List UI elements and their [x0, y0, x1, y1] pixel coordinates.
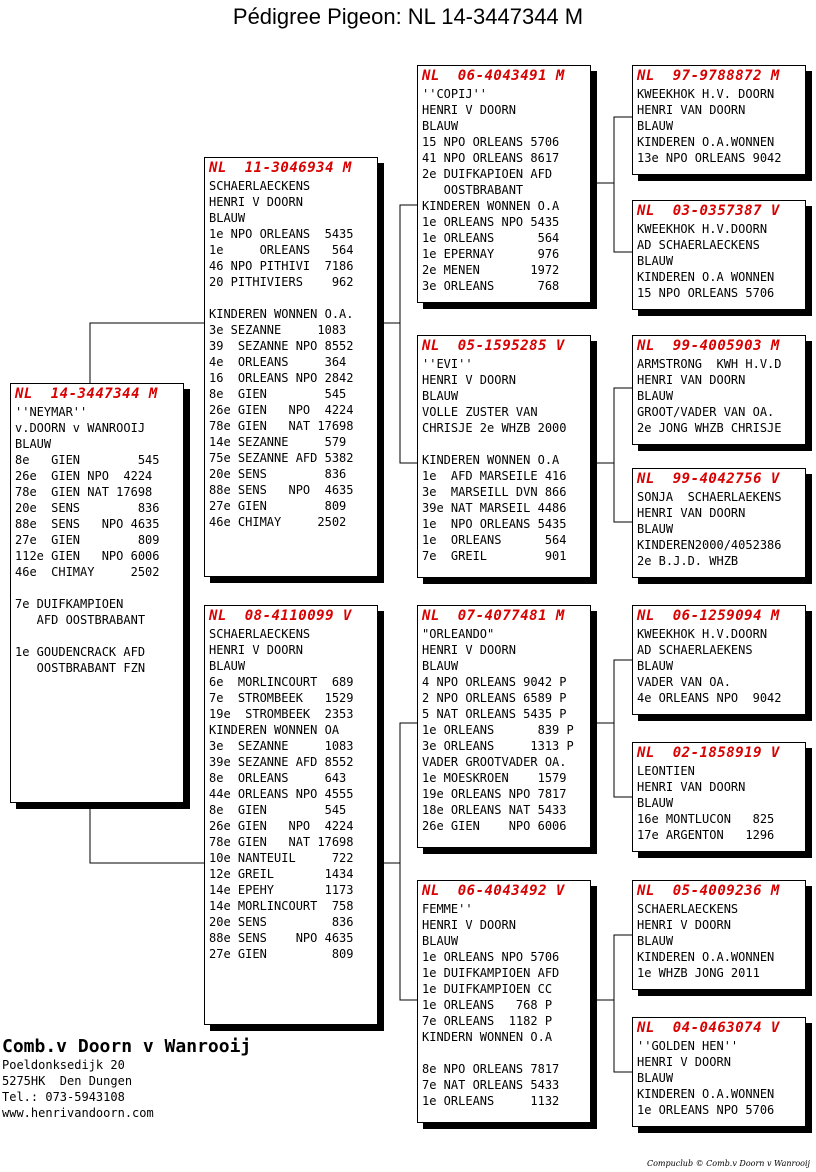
pigeon-info-line: 8e GIEN 545 [209, 387, 347, 401]
pigeon-card-paternal-grandmother [417, 335, 591, 578]
pigeon-info-line: 17e ARGENTON 1296 [637, 828, 775, 842]
pigeon-info-line: 15 NPO ORLEANS 5706 [637, 286, 775, 300]
pigeon-info-line: HENRI VAN DOORN [637, 103, 746, 117]
pigeon-info-line: 44e ORLEANS NPO 4555 [209, 787, 354, 801]
pigeon-info-line: 1e ORLEANS NPO 5706 [422, 950, 560, 964]
pigeon-info-line [422, 1045, 586, 1061]
pigeon-info-line: ''COPIJ'' [422, 87, 488, 101]
pigeon-info-line: 7e ORLEANS 1182 P [422, 1014, 553, 1028]
pigeon-info-line: BLAUW [637, 934, 674, 948]
pigeon-info-line: 39 SEZANNE NPO 8552 [209, 339, 354, 353]
ring-number: NL 03-0357387 V [637, 203, 780, 219]
pigeon-info-line: KINDEREN O.A.WONNEN [637, 1087, 775, 1101]
pigeon-info-line: 14e EPEHY 1173 [209, 883, 354, 897]
ring-number: NL 06-4043491 M [422, 68, 565, 84]
pigeon-info-line: 112e GIEN NPO 6006 [15, 549, 160, 563]
pigeon-info-line: 1e NPO ORLEANS 5435 [422, 517, 567, 531]
pigeon-info-line: 8e GIEN 545 [15, 453, 160, 467]
pigeon-info-line: 14e SEZANNE 579 [209, 435, 347, 449]
pigeon-info-line: 14e MORLINCOURT 758 [209, 899, 354, 913]
pigeon-info-line: 39e NAT MARSEIL 4486 [422, 501, 567, 515]
pigeon-card-maternal-grandmother [417, 880, 591, 1123]
pigeon-info-line: 2e B.J.D. WHZB [637, 554, 739, 568]
pigeon-info-line: 15 NPO ORLEANS 5706 [422, 135, 560, 149]
pigeon-card-ggp-2 [632, 200, 806, 310]
pigeon-info-line: 1e ORLEANS 564 [209, 243, 354, 257]
pigeon-info-line: 20e SENS 836 [15, 501, 160, 515]
pigeon-info-line: KINDEREN O.A.WONNEN [637, 950, 775, 964]
pigeon-card-father [204, 157, 378, 577]
pigeon-info-line: 78e GIEN NAT 17698 [209, 835, 354, 849]
pigeon-info-line: 26e GIEN NPO 4224 [209, 819, 354, 833]
footer-credit: Compuclub © Comb.v Doorn v Wanrooij [646, 1159, 810, 1168]
pigeon-info-line: HENRI V DOORN [637, 918, 731, 932]
pigeon-info-line: 26e GIEN NPO 4224 [209, 403, 354, 417]
pigeon-info-line: BLAUW [209, 659, 246, 673]
pigeon-info-line [422, 436, 586, 452]
owner-address-line: Poeldonksedijk 20 [2, 1058, 125, 1072]
pigeon-info-line: 10e NANTEUIL 722 [209, 851, 354, 865]
pigeon-info-line: 1e ORLEANS NPO 5706 [637, 1103, 775, 1117]
pigeon-info-line: 1e ORLEANS 839 P [422, 723, 574, 737]
pigeon-info-line: 1e MOESKROEN 1579 [422, 771, 567, 785]
pigeon-info-line: 78e GIEN NAT 17698 [15, 485, 153, 499]
ring-number: NL 99-4005903 M [637, 338, 780, 354]
pigeon-info-line: BLAUW [637, 796, 674, 810]
ring-number: NL 11-3046934 M [209, 160, 352, 176]
pigeon-card-ggp-8 [632, 1017, 806, 1127]
pigeon-info-line: KINDERN WONNEN O.A [422, 1030, 553, 1044]
pigeon-info-line: ARMSTRONG KWH H.V.D [637, 357, 782, 371]
pigeon-card-mother [204, 605, 378, 1025]
pigeon-card-ggp-3 [632, 335, 806, 445]
pigeon-info-line: 8e NPO ORLEANS 7817 [422, 1062, 560, 1076]
pigeon-info-line: BLAUW [637, 1071, 674, 1085]
pigeon-card-maternal-grandfather [417, 605, 591, 848]
pigeon-info-line: 4e ORLEANS NPO 9042 [637, 691, 782, 705]
pigeon-info-line: 27e GIEN 809 [209, 499, 347, 513]
pigeon-info-line: 19e ORLEANS NPO 7817 [422, 787, 567, 801]
pigeon-info-line: 2e DUIFKAPIOEN AFD [422, 167, 553, 181]
pigeon-info-line: 6e MORLINCOURT 689 [209, 675, 354, 689]
pigeon-info-line: SONJA SCHAERLAEKENS [637, 490, 782, 504]
ring-number: NL 07-4077481 M [422, 608, 565, 624]
pigeon-info-line: 1e ORLEANS 564 [422, 533, 567, 547]
pigeon-info-line: 26e GIEN NPO 6006 [422, 819, 567, 833]
pigeon-info-line: KWEEKHOK H.V.DOORN [637, 222, 768, 236]
pigeon-info-line: 1e NPO ORLEANS 5435 [209, 227, 354, 241]
pigeon-card-subject [10, 383, 184, 803]
pigeon-info-line: HENRI V DOORN [422, 643, 516, 657]
pigeon-card-ggp-7 [632, 880, 806, 990]
pigeon-info-line: 3e MARSEILL DVN 866 [422, 485, 567, 499]
pigeon-info-line: 1e EPERNAY 976 [422, 247, 560, 261]
ring-number: NL 02-1858919 V [637, 745, 780, 761]
pigeon-info-line: 88e SENS NPO 4635 [209, 931, 354, 945]
pigeon-info-line: ''EVI'' [422, 357, 473, 371]
pigeon-info-line: 41 NPO ORLEANS 8617 [422, 151, 560, 165]
pigeon-info-line: 46e CHIMAY 2502 [15, 565, 160, 579]
pigeon-info-line: AFD OOSTBRABANT [15, 613, 146, 627]
pigeon-card-ggp-6 [632, 742, 806, 852]
owner-name: Comb.v Doorn v Wanrooij [2, 1036, 252, 1057]
pigeon-info-line: BLAUW [15, 437, 52, 451]
pigeon-info-line: CHRISJE 2e WHZB 2000 [422, 421, 567, 435]
pigeon-info-line [15, 580, 179, 596]
pigeon-info-line: KINDEREN O.A WONNEN [637, 270, 775, 284]
pigeon-info-line: 1e AFD MARSEILE 416 [422, 469, 567, 483]
pigeon-info-line: 27e GIEN 809 [15, 533, 160, 547]
pigeon-info-line: VADER GROOTVADER OA. [422, 755, 567, 769]
pigeon-info-line: 88e SENS NPO 4635 [209, 483, 354, 497]
ring-number: NL 05-1595285 V [422, 338, 565, 354]
pigeon-info-line: 1e DUIFKAMPIOEN AFD [422, 966, 560, 980]
pigeon-info-line: FEMME'' [422, 902, 473, 916]
owner-block [2, 1036, 251, 1121]
pigeon-info-line: SCHAERLAECKENS [209, 627, 311, 641]
pigeon-info-line: VOLLE ZUSTER VAN [422, 405, 538, 419]
page-title: Pédigree Pigeon: NL 14-3447344 M [232, 4, 584, 29]
pigeon-info-line: 3e SEZANNE 1083 [209, 323, 347, 337]
pigeon-info-line: AD SCHAERLAECKENS [637, 238, 760, 252]
pigeon-card-ggp-1 [632, 65, 806, 175]
pigeon-info-line: 1e DUIFKAMPIOEN CC [422, 982, 553, 996]
pigeon-info-line: 20e SENS 836 [209, 467, 347, 481]
pigeon-info-line: HENRI VAN DOORN [637, 373, 746, 387]
pigeon-info-line: SCHAERLAECKENS [209, 179, 311, 193]
pigeon-info-line: ''GOLDEN HEN'' [637, 1039, 739, 1053]
pigeon-info-line: KINDEREN WONNEN O.A [422, 453, 560, 467]
pigeon-info-line: OOSTBRABANT [422, 183, 524, 197]
pigeon-info-line: 1e ORLEANS 564 [422, 231, 560, 245]
pigeon-info-line [209, 290, 373, 306]
pigeon-info-line: 46e CHIMAY 2502 [209, 515, 347, 529]
pigeon-info-line: 3e SEZANNE 1083 [209, 739, 354, 753]
pigeon-info-line: 19e STROMBEEK 2353 [209, 707, 354, 721]
pigeon-info-line: HENRI V DOORN [422, 373, 516, 387]
ring-number: NL 08-4110099 V [209, 608, 352, 624]
ring-number: NL 05-4009236 M [637, 883, 780, 899]
pigeon-info-line: BLAUW [422, 934, 459, 948]
pigeon-info-line: 20 PITHIVIERS 962 [209, 275, 354, 289]
pigeon-info-line: AD SCHAERLAEKENS [637, 643, 753, 657]
pigeon-card-ggp-5 [632, 605, 806, 715]
pigeon-info-line: GROOT/VADER VAN OA. [637, 405, 775, 419]
pigeon-info-line: HENRI VAN DOORN [637, 506, 746, 520]
pigeon-card-paternal-grandfather [417, 65, 591, 303]
pigeon-info-line: ''NEYMAR'' [15, 405, 88, 419]
ring-number: NL 04-0463074 V [637, 1020, 780, 1036]
pigeon-info-line: 3e ORLEANS 1313 P [422, 739, 574, 753]
pigeon-info-line: VADER VAN OA. [637, 675, 731, 689]
pigeon-info-line: 27e GIEN 809 [209, 947, 354, 961]
owner-address-line: 5275HK Den Dungen [2, 1074, 133, 1088]
pigeon-info-line: KINDEREN2000/4052386 [637, 538, 782, 552]
pigeon-info-line: 3e ORLEANS 768 [422, 279, 560, 293]
pigeon-info-line: 7e NAT ORLEANS 5433 [422, 1078, 560, 1092]
pigeon-info-line: "ORLEANDO" [422, 627, 495, 641]
pigeon-info-line: 12e GREIL 1434 [209, 867, 354, 881]
pigeon-info-line: 13e NPO ORLEANS 9042 [637, 151, 782, 165]
pigeon-info-line: SCHAERLAECKENS [637, 902, 739, 916]
pigeon-info-line: BLAUW [637, 119, 674, 133]
pigeon-info-line: 39e SEZANNE AFD 8552 [209, 755, 354, 769]
pigeon-info-line: 7e STROMBEEK 1529 [209, 691, 354, 705]
pigeon-info-line [15, 628, 179, 644]
pigeon-info-line: 4 NPO ORLEANS 9042 P [422, 675, 567, 689]
pigeon-info-line: HENRI V DOORN [637, 1055, 731, 1069]
pigeon-info-line: HENRI V DOORN [422, 918, 516, 932]
pigeon-info-line: BLAUW [422, 389, 459, 403]
pigeon-info-line: 88e SENS NPO 4635 [15, 517, 160, 531]
pigeon-info-line: 2 NPO ORLEANS 6589 P [422, 691, 567, 705]
pigeon-info-line: 16e MONTLUCON 825 [637, 812, 775, 826]
pigeon-info-line: BLAUW [637, 659, 674, 673]
pigeon-info-line: BLAUW [422, 119, 459, 133]
pigeon-info-line: LEONTIEN [637, 764, 695, 778]
pigeon-info-line: KINDEREN WONNEN O.A [422, 199, 560, 213]
pigeon-info-line: 7e DUIFKAMPIOEN [15, 597, 124, 611]
pigeon-card-ggp-4 [632, 468, 806, 578]
ring-number: NL 14-3447344 M [15, 386, 158, 402]
pigeon-info-line: 75e SEZANNE AFD 5382 [209, 451, 354, 465]
pigeon-info-line: KINDEREN WONNEN OA [209, 723, 340, 737]
pigeon-info-line: HENRI V DOORN [422, 103, 516, 117]
pigeon-info-line: KINDEREN O.A.WONNEN [637, 135, 775, 149]
pigeon-info-line: BLAUW [209, 211, 246, 225]
pigeon-info-line: 20e SENS 836 [209, 915, 354, 929]
ring-number: NL 97-9788872 M [637, 68, 780, 84]
pigeon-info-line: BLAUW [422, 659, 459, 673]
pigeon-info-line: 1e ORLEANS NPO 5435 [422, 215, 560, 229]
pigeon-info-line: 4e ORLEANS 364 [209, 355, 347, 369]
pigeon-info-line: 1e ORLEANS 1132 [422, 1094, 560, 1108]
pigeon-info-line: 1e ORLEANS 768 P [422, 998, 553, 1012]
owner-phone: Tel.: 073-5943108 [2, 1090, 125, 1104]
pigeon-info-line: KINDEREN WONNEN O.A. [209, 307, 354, 321]
pigeon-info-line: BLAUW [637, 389, 674, 403]
pigeon-info-line: 26e GIEN NPO 4224 [15, 469, 153, 483]
pigeon-info-line: v.DOORN v WANROOIJ [15, 421, 146, 435]
pigeon-info-line: BLAUW [637, 522, 674, 536]
pigeon-info-line: 18e ORLEANS NAT 5433 [422, 803, 567, 817]
pigeon-info-line: 8e ORLEANS 643 [209, 771, 347, 785]
pigeon-info-line: 5 NAT ORLEANS 5435 P [422, 707, 567, 721]
pigeon-info-line: 78e GIEN NAT 17698 [209, 419, 354, 433]
pigeon-info-line: HENRI VAN DOORN [637, 780, 746, 794]
ring-number: NL 06-1259094 M [637, 608, 780, 624]
pigeon-info-line: KWEEKHOK H.V.DOORN [637, 627, 768, 641]
pigeon-info-line: 1e GOUDENCRACK AFD [15, 645, 146, 659]
pigeon-info-line: HENRI V DOORN [209, 195, 303, 209]
pigeon-info-line: OOSTBRABANT FZN [15, 661, 146, 675]
pigeon-info-line: KWEEKHOK H.V. DOORN [637, 87, 775, 101]
pigeon-info-line: HENRI V DOORN [209, 643, 303, 657]
pigeon-info-line: 1e WHZB JONG 2011 [637, 966, 760, 980]
pigeon-info-line: 2e MENEN 1972 [422, 263, 560, 277]
owner-website: www.henrivandoorn.com [2, 1106, 154, 1120]
pigeon-info-line: 16 ORLEANS NPO 2842 [209, 371, 354, 385]
pigeon-info-line: 8e GIEN 545 [209, 803, 347, 817]
pigeon-info-line: 2e JONG WHZB CHRISJE [637, 421, 782, 435]
ring-number: NL 06-4043492 V [422, 883, 565, 899]
pigeon-info-line: 46 NPO PITHIVI 7186 [209, 259, 354, 273]
pigeon-info-line: BLAUW [637, 254, 674, 268]
ring-number: NL 99-4042756 V [637, 471, 780, 487]
pigeon-info-line: 7e GREIL 901 [422, 549, 567, 563]
